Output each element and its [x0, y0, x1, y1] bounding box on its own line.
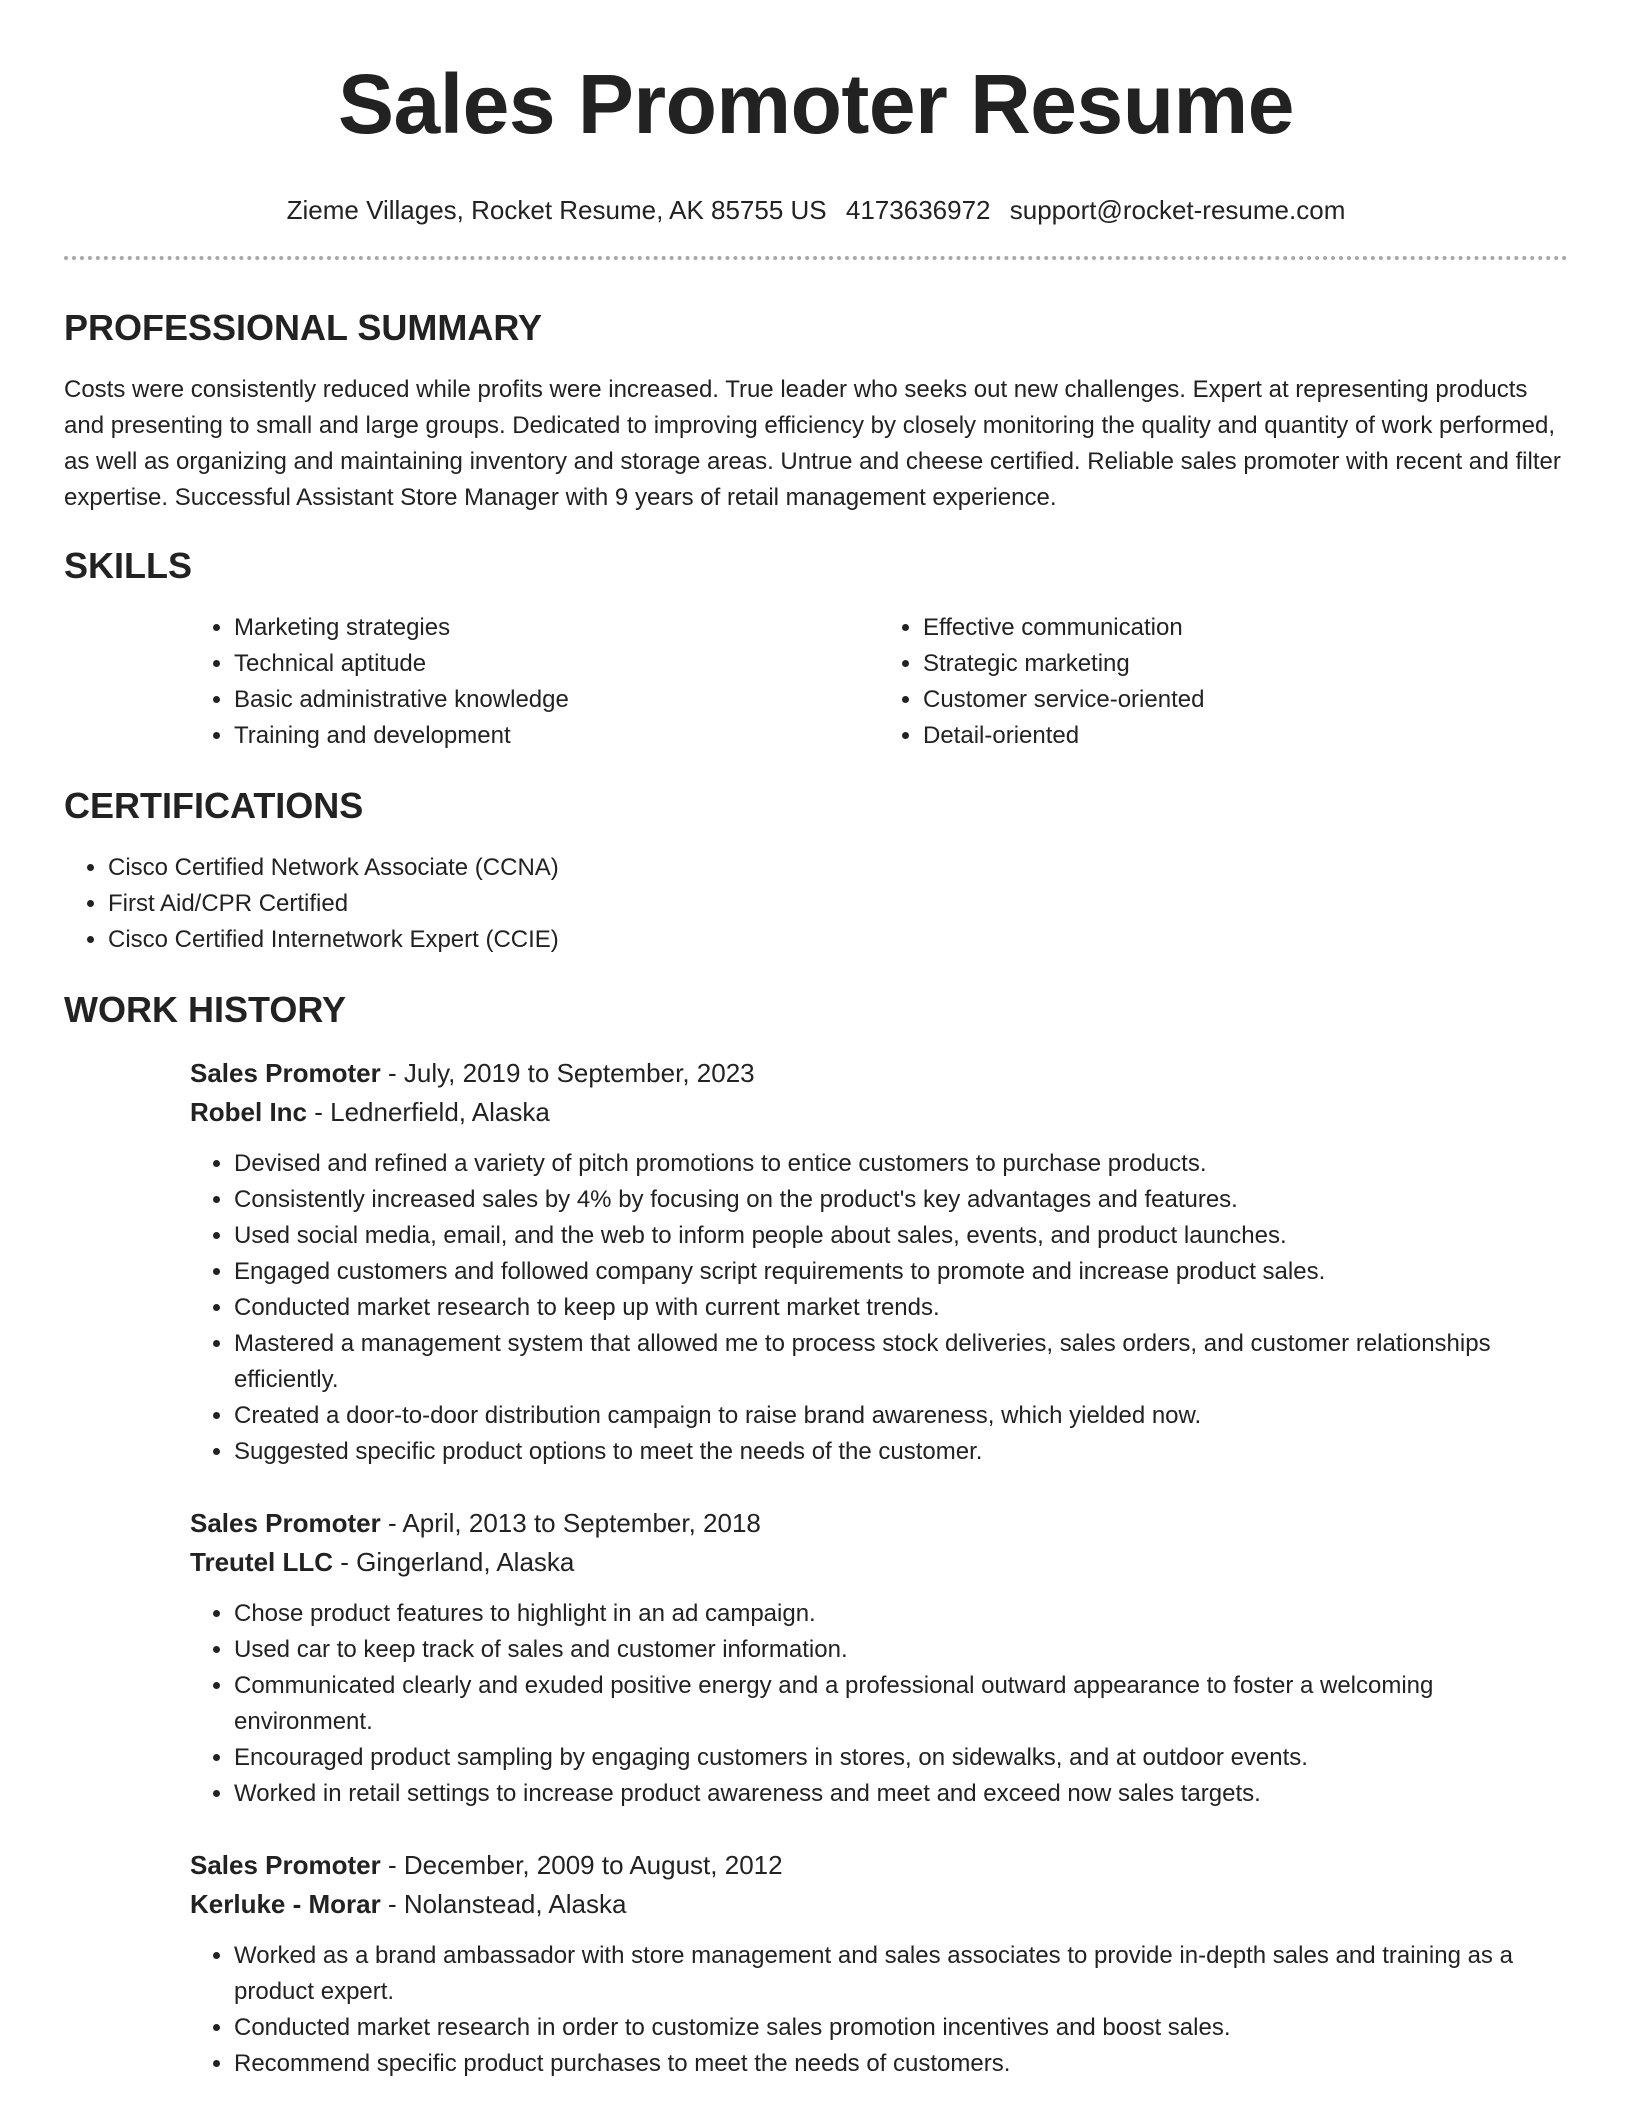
- job-title-line: [190, 1054, 1568, 1093]
- job-entry: [190, 1504, 1568, 1812]
- job-entry: [190, 1846, 1568, 2082]
- certifications-heading: CERTIFICATIONS: [64, 785, 364, 826]
- skills-list-left: [190, 610, 879, 754]
- certifications-section: [64, 784, 1568, 958]
- page-title: Sales Promoter Resume: [338, 57, 1294, 151]
- job-company-line: [190, 1093, 1568, 1132]
- job-bullet: • Communicated clearly and exuded positive energy and a professional outward appearance to foster a welcoming environment.: [234, 1668, 1568, 1740]
- job-title-line: [190, 1846, 1568, 1885]
- job-title: Sales Promoter: [190, 1508, 381, 1538]
- job-bullet: • Conducted market research in order to customize sales promotion incentives and boost sales.: [234, 2010, 1568, 2046]
- skill-item: • Basic administrative knowledge: [234, 682, 879, 718]
- skill-item: • Marketing strategies: [234, 610, 879, 646]
- certification-item: • Cisco Certified Network Associate (CCNA): [108, 850, 1568, 886]
- job-company-line: [190, 1543, 1568, 1582]
- job-bullets: [190, 1938, 1568, 2082]
- contact-line: [64, 194, 1568, 226]
- job-bullet: • Created a door-to-door distribution campaign to raise brand awareness, which yielded now.: [234, 1398, 1568, 1434]
- job-bullet: • Mastered a management system that allowed me to process stock deliveries, sales orders, and customer relationships efficiently.: [234, 1326, 1568, 1398]
- job-company: Kerluke - Morar: [190, 1889, 381, 1919]
- job-bullet: • Chose product features to highlight in an ad campaign.: [234, 1596, 1568, 1632]
- job-location: - Nolanstead, Alaska: [380, 1889, 627, 1919]
- job-title: Sales Promoter: [190, 1058, 381, 1088]
- contact-address: Zieme Villages, Rocket Resume, AK 85755 US: [286, 195, 827, 225]
- job-bullets: [190, 1596, 1568, 1812]
- certifications-list: [64, 850, 1568, 958]
- certification-item: • First Aid/CPR Certified: [108, 886, 1568, 922]
- job-location: - Lednerfield, Alaska: [307, 1097, 550, 1127]
- job-bullet: • Encouraged product sampling by engaging customers in stores, on sidewalks, and at outdoor events.: [234, 1740, 1568, 1776]
- skills-grid: [190, 610, 1568, 754]
- job-bullet: • Recommend specific product purchases to meet the needs of customers.: [234, 2046, 1568, 2082]
- certification-item: • Cisco Certified Internetwork Expert (CCIE): [108, 922, 1568, 958]
- job-company-line: [190, 1885, 1568, 1924]
- job-dates: - July, 2019 to September, 2023: [380, 1058, 755, 1088]
- skills-list-right: [879, 610, 1568, 754]
- job-bullet: • Used car to keep track of sales and customer information.: [234, 1632, 1568, 1668]
- job-company: Treutel LLC: [190, 1547, 334, 1577]
- job-bullet: • Devised and refined a variety of pitch promotions to entice customers to purchase products.: [234, 1146, 1568, 1182]
- professional-summary-section: [64, 306, 1568, 516]
- skill-item: • Technical aptitude: [234, 646, 879, 682]
- skills-section: [64, 544, 1568, 754]
- skills-heading: SKILLS: [64, 545, 193, 586]
- skill-item: • Customer service-oriented: [923, 682, 1568, 718]
- job-dates: - April, 2013 to September, 2018: [380, 1508, 761, 1538]
- skill-item: • Effective communication: [923, 610, 1568, 646]
- job-bullets: [190, 1146, 1568, 1470]
- summary-text: Costs were consistently reduced while profits were increased. True leader who seeks out new challenges. Expert at representing products and presenting to small and large groups. Dedicated to improving efficiency by closely monitoring the quality and quantity of work performed, as well as organizing and maintaining inventory and storage areas. Untrue and cheese certified. Reliable sales promoter with recent and filter expertise. Successful Assistant Store Manager with 9 years of retail management experience.: [64, 376, 1561, 511]
- contact-phone: 4173636972: [845, 195, 991, 225]
- job-bullet: • Suggested specific product options to meet the needs of the customer.: [234, 1434, 1568, 1470]
- job-entry: [190, 1054, 1568, 1470]
- job-bullet: • Worked as a brand ambassador with store management and sales associates to provide in-depth sales and training as a product expert.: [234, 1938, 1568, 2010]
- job-bullet: • Conducted market research to keep up with current market trends.: [234, 1290, 1568, 1326]
- job-location: - Gingerland, Alaska: [333, 1547, 575, 1577]
- job-title: Sales Promoter: [190, 1850, 381, 1880]
- job-bullet: • Worked in retail settings to increase product awareness and meet and exceed now sales targets.: [234, 1776, 1568, 1812]
- contact-email: support@rocket-resume.com: [1009, 195, 1346, 225]
- skill-item: • Detail-oriented: [923, 718, 1568, 754]
- header-divider: [64, 256, 1568, 260]
- job-bullet: • Used social media, email, and the web to inform people about sales, events, and product launches.: [234, 1218, 1568, 1254]
- job-bullet: • Engaged customers and followed company script requirements to promote and increase product sales.: [234, 1254, 1568, 1290]
- job-dates: - December, 2009 to August, 2012: [380, 1850, 783, 1880]
- work-history-heading: WORK HISTORY: [64, 989, 347, 1030]
- summary-heading: PROFESSIONAL SUMMARY: [64, 307, 543, 348]
- skill-item: • Training and development: [234, 718, 879, 754]
- job-title-line: [190, 1504, 1568, 1543]
- skill-item: • Strategic marketing: [923, 646, 1568, 682]
- job-company: Robel Inc: [190, 1097, 308, 1127]
- job-bullet: • Consistently increased sales by 4% by focusing on the product's key advantages and features.: [234, 1182, 1568, 1218]
- work-history-section: [64, 988, 1568, 2082]
